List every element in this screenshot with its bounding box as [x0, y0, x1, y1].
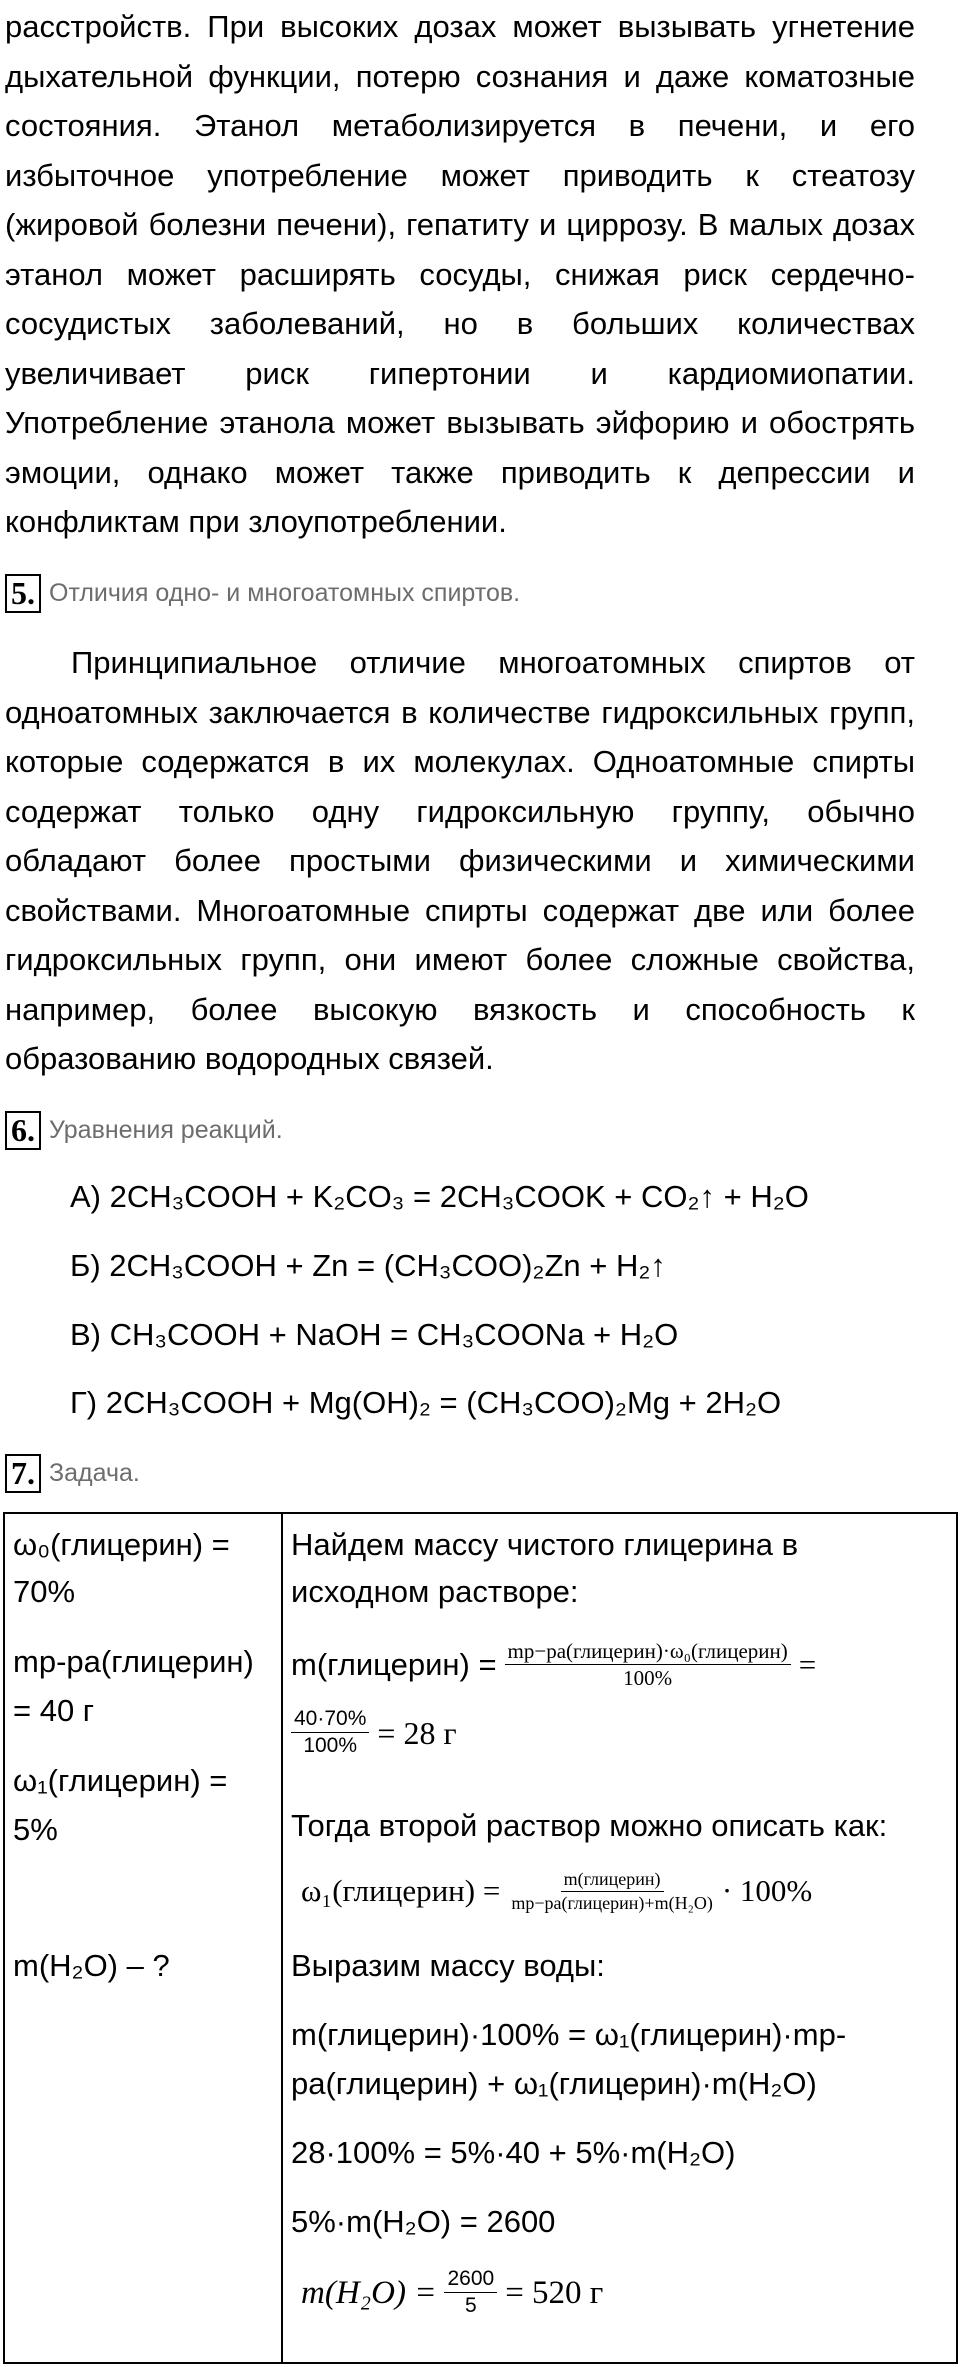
question-title: Отличия одно- и многоатомных спиртов.	[49, 578, 521, 607]
formula1-numerator2: 40·70%	[291, 1706, 369, 1733]
find-value: m(H₂O) – ?	[13, 1948, 170, 1983]
final-formula	[301, 2266, 603, 2319]
solution-step2: Тогда второй раствор можно описать как:	[291, 1808, 888, 1843]
task-table	[3, 1512, 958, 2364]
question-6-header	[5, 1110, 283, 1150]
intro-paragraph: расстройств. При высоких дозах может вызывать угнетение дыхательной функции, потерю сознания и даже коматозные состояния. Этанол метаболизируется в печени, и его избыточное употребление может приводить к стеатозу (жировой болезни печени), гепатиту и циррозу. В малых дозах этанол может расширять сосуды, снижая риск сердечно-сосудистых заболеваний, но в больших количествах увеличивает риск гипертонии и кардиомиопатии. Употребление этанола может вызывать эйфорию и обострять эмоции, однако может также приводить к депрессии и конфликтам при злоупотреблении.	[5, 9, 915, 539]
question-number: 7.	[5, 1454, 41, 1493]
formula1-lhs: m(глицерин) =	[291, 1646, 497, 1682]
question-title: Задача.	[49, 1458, 140, 1487]
formula2-denominator: mр−ра(глицерин)+m(H₂O)	[511, 1892, 713, 1913]
final-denominator: 5	[464, 2294, 477, 2317]
solution-eq2: 28·100% = 5%·40 + 5%·m(H₂O)	[291, 2135, 736, 2170]
question-7-header	[5, 1453, 140, 1493]
final-numerator: 2600	[444, 2266, 497, 2293]
question-5-header	[5, 573, 520, 613]
formula2-numerator: m(глицерин)	[561, 1868, 664, 1892]
given-w1-line1: ω₁(глицерин) =	[13, 1763, 228, 1798]
formula-2	[301, 1867, 812, 1915]
given-w0-line2: 70%	[13, 1574, 76, 1609]
solution-eq1-b: ра(глицерин) + ω₁(глицерин)·m(H₂O)	[291, 2066, 817, 2101]
final-result: = 520 г	[505, 2274, 604, 2311]
formula2-fraction	[508, 1868, 716, 1915]
question-number: 6.	[5, 1111, 41, 1150]
solution-step1-b: исходном растворе:	[291, 1574, 579, 1609]
formula1-result: = 28 г	[377, 1714, 457, 1751]
equation-a: А) 2CH₃COOH + K₂CO₃ = 2CH₃COOK + CO₂↑ + H₂O	[70, 1179, 809, 1214]
solution-eq1-a: m(глицерин)·100% = ω₁(глицерин)·mр-	[291, 2017, 847, 2052]
final-lhs: m(H₂O) =	[301, 2274, 437, 2311]
given-m-line1: mр-ра(глицерин)	[13, 1644, 254, 1679]
q5-answer-paragraph: Принципиальное отличие многоатомных спиртов от одноатомных заключается в количестве гидроксильных групп, которые содержатся в их молекулах. Одноатомные спирты содержат только одну гидроксильную группу, обычно обладают более простыми физическими и химическими свойствами. Многоатомные спирты содержат две или более гидроксильных групп, они имеют более сложные свойства, например, более высокую вязкость и способность к образованию водородных связей.	[5, 645, 915, 1076]
formula-1	[291, 1638, 816, 1691]
equation-b: Б) 2CH₃COOH + Zn = (CH₃COO)₂Zn + H₂↑	[70, 1248, 666, 1283]
formula-1-continued	[291, 1706, 457, 1759]
question-number: 5.	[5, 574, 41, 613]
solution-eq3: 5%·m(H₂O) = 2600	[291, 2204, 556, 2239]
formula2-lhs: ω₁(глицерин) =	[301, 1873, 501, 1908]
equation-c: В) CH₃COOH + NaOH = CH₃COONa + H₂O	[70, 1317, 679, 1352]
given-w1-line2: 5%	[13, 1812, 58, 1847]
formula1-equals: =	[798, 1646, 817, 1682]
given-w0-line1: ω₀(глицерин) =	[13, 1527, 230, 1562]
equation-d: Г) 2CH₃COOH + Mg(OH)₂ = (CH₃COO)₂Mg + 2H₂O	[70, 1385, 782, 1420]
final-fraction	[444, 2266, 497, 2319]
solution-step3: Выразим массу воды:	[291, 1948, 605, 1983]
given-m-line2: = 40 г	[13, 1693, 95, 1728]
given-column	[4, 1513, 282, 2363]
formula1-fraction2	[291, 1706, 369, 1759]
formula2-tail: · 100%	[721, 1873, 813, 1908]
solution-column	[282, 1513, 957, 2363]
formula1-denominator: 100%	[623, 1666, 673, 1690]
question-title: Уравнения реакций.	[49, 1115, 283, 1144]
solution-step1-a: Найдем массу чистого глицерина в	[291, 1527, 799, 1562]
formula1-fraction	[505, 1638, 791, 1691]
formula1-numerator: mр−ра(глицерин)·ω₀(глицерин)	[505, 1638, 791, 1665]
formula1-denominator2: 100%	[303, 1734, 358, 1757]
